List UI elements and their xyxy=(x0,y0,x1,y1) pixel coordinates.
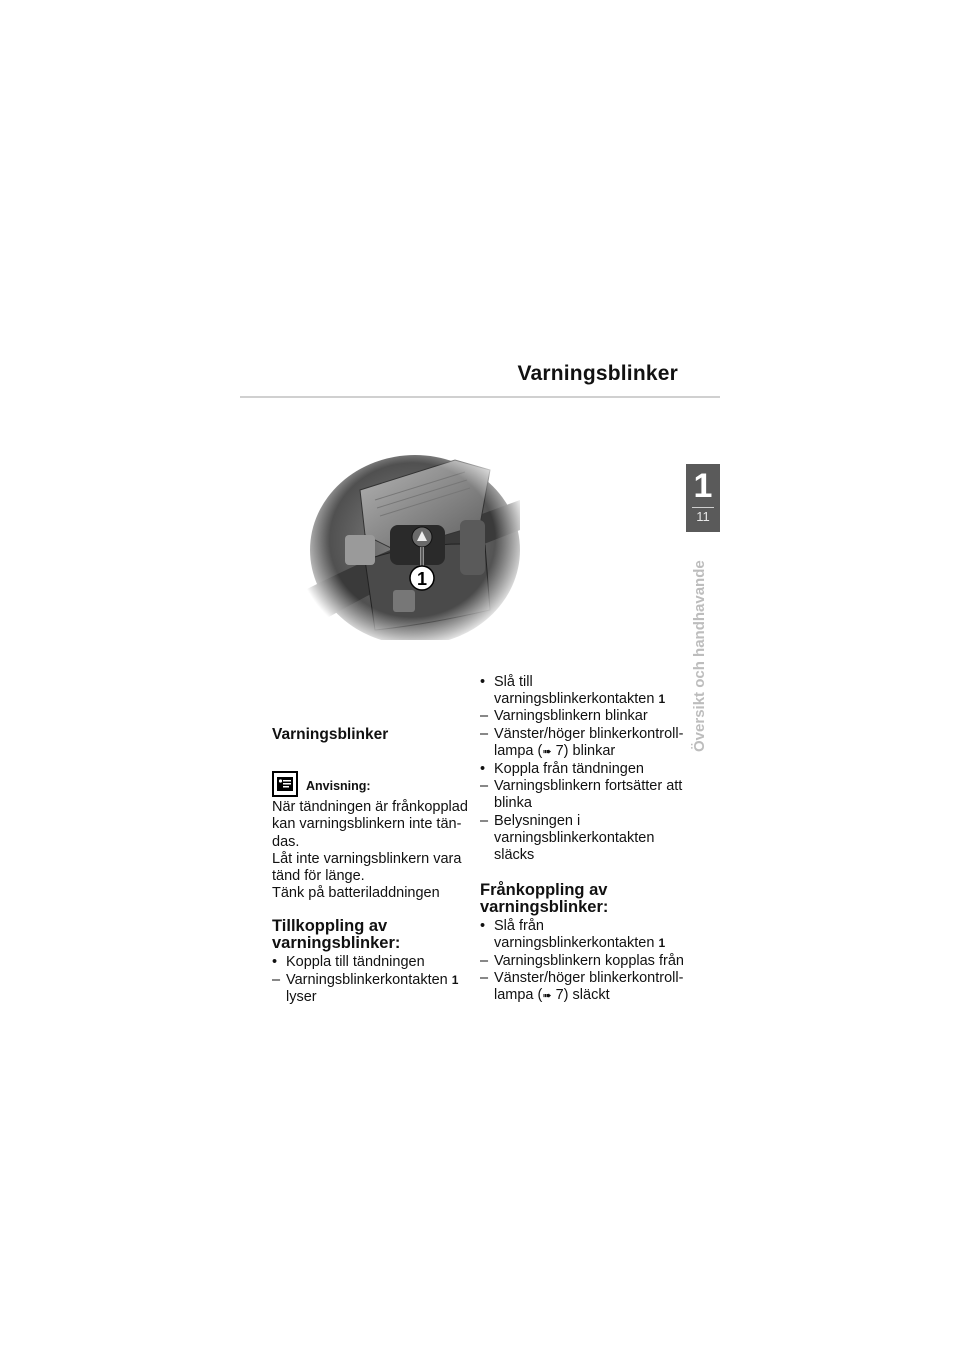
note-icon xyxy=(272,771,298,797)
note-label: Anvisning: xyxy=(306,779,371,793)
list-item: – Varningsblinkerkontakten 1 lyser xyxy=(272,971,459,1005)
chapter-number: 1 xyxy=(693,467,713,505)
left-column xyxy=(272,726,472,1006)
handlebar-switch-photo xyxy=(305,440,520,640)
reference-arrow-icon: ➠ xyxy=(542,745,552,758)
list-item: • Slå från varningsblinkerkontakten 1 xyxy=(480,918,666,952)
chapter-divider xyxy=(692,507,714,508)
note-header xyxy=(272,771,472,797)
page-title: Varningsblinker xyxy=(517,362,678,385)
list-item: – Vänster/höger blinkerkontroll- lampa (➠ 7) släckt xyxy=(480,969,684,1004)
list-item: • Koppla från tändningen xyxy=(480,761,644,778)
page-number: 11 xyxy=(696,509,710,524)
section-heading: Varningsblinker xyxy=(272,726,389,743)
subsection-heading-disable: Frånkoppling av varningsblinker: xyxy=(480,881,609,917)
subsection-heading-enable: Tillkoppling av varningsblinker: xyxy=(272,917,401,953)
list-item: – Vänster/höger blinkerkontroll- lampa (➠ 7) blinkar xyxy=(480,725,684,759)
header-divider xyxy=(240,396,720,398)
right-column xyxy=(480,674,698,1005)
list-item: – Varningsblinkern blinkar xyxy=(480,708,648,725)
list-item: • Slå till varningsblinkerkontakten 1 xyxy=(480,674,666,708)
list-item: – Varningsblinkern kopplas från xyxy=(480,952,684,969)
reference-arrow-icon: ➠ xyxy=(542,990,552,1003)
note-text: När tändningen är frånkopplad kan varningsblinkern inte tän- das. Låt inte varningsblinkern vara tänd för länge. Tänk på batteriladdningen xyxy=(272,799,468,902)
list-item: – Belysningen i varningsblinkerkontakten släcks xyxy=(480,812,655,864)
chapter-tab xyxy=(686,464,720,532)
list-item: • Koppla till tändningen xyxy=(272,954,425,971)
list-item: – Varningsblinkern fortsätter att blinka xyxy=(480,778,683,812)
chapter-side-label: Översikt och handhavande xyxy=(691,560,708,752)
